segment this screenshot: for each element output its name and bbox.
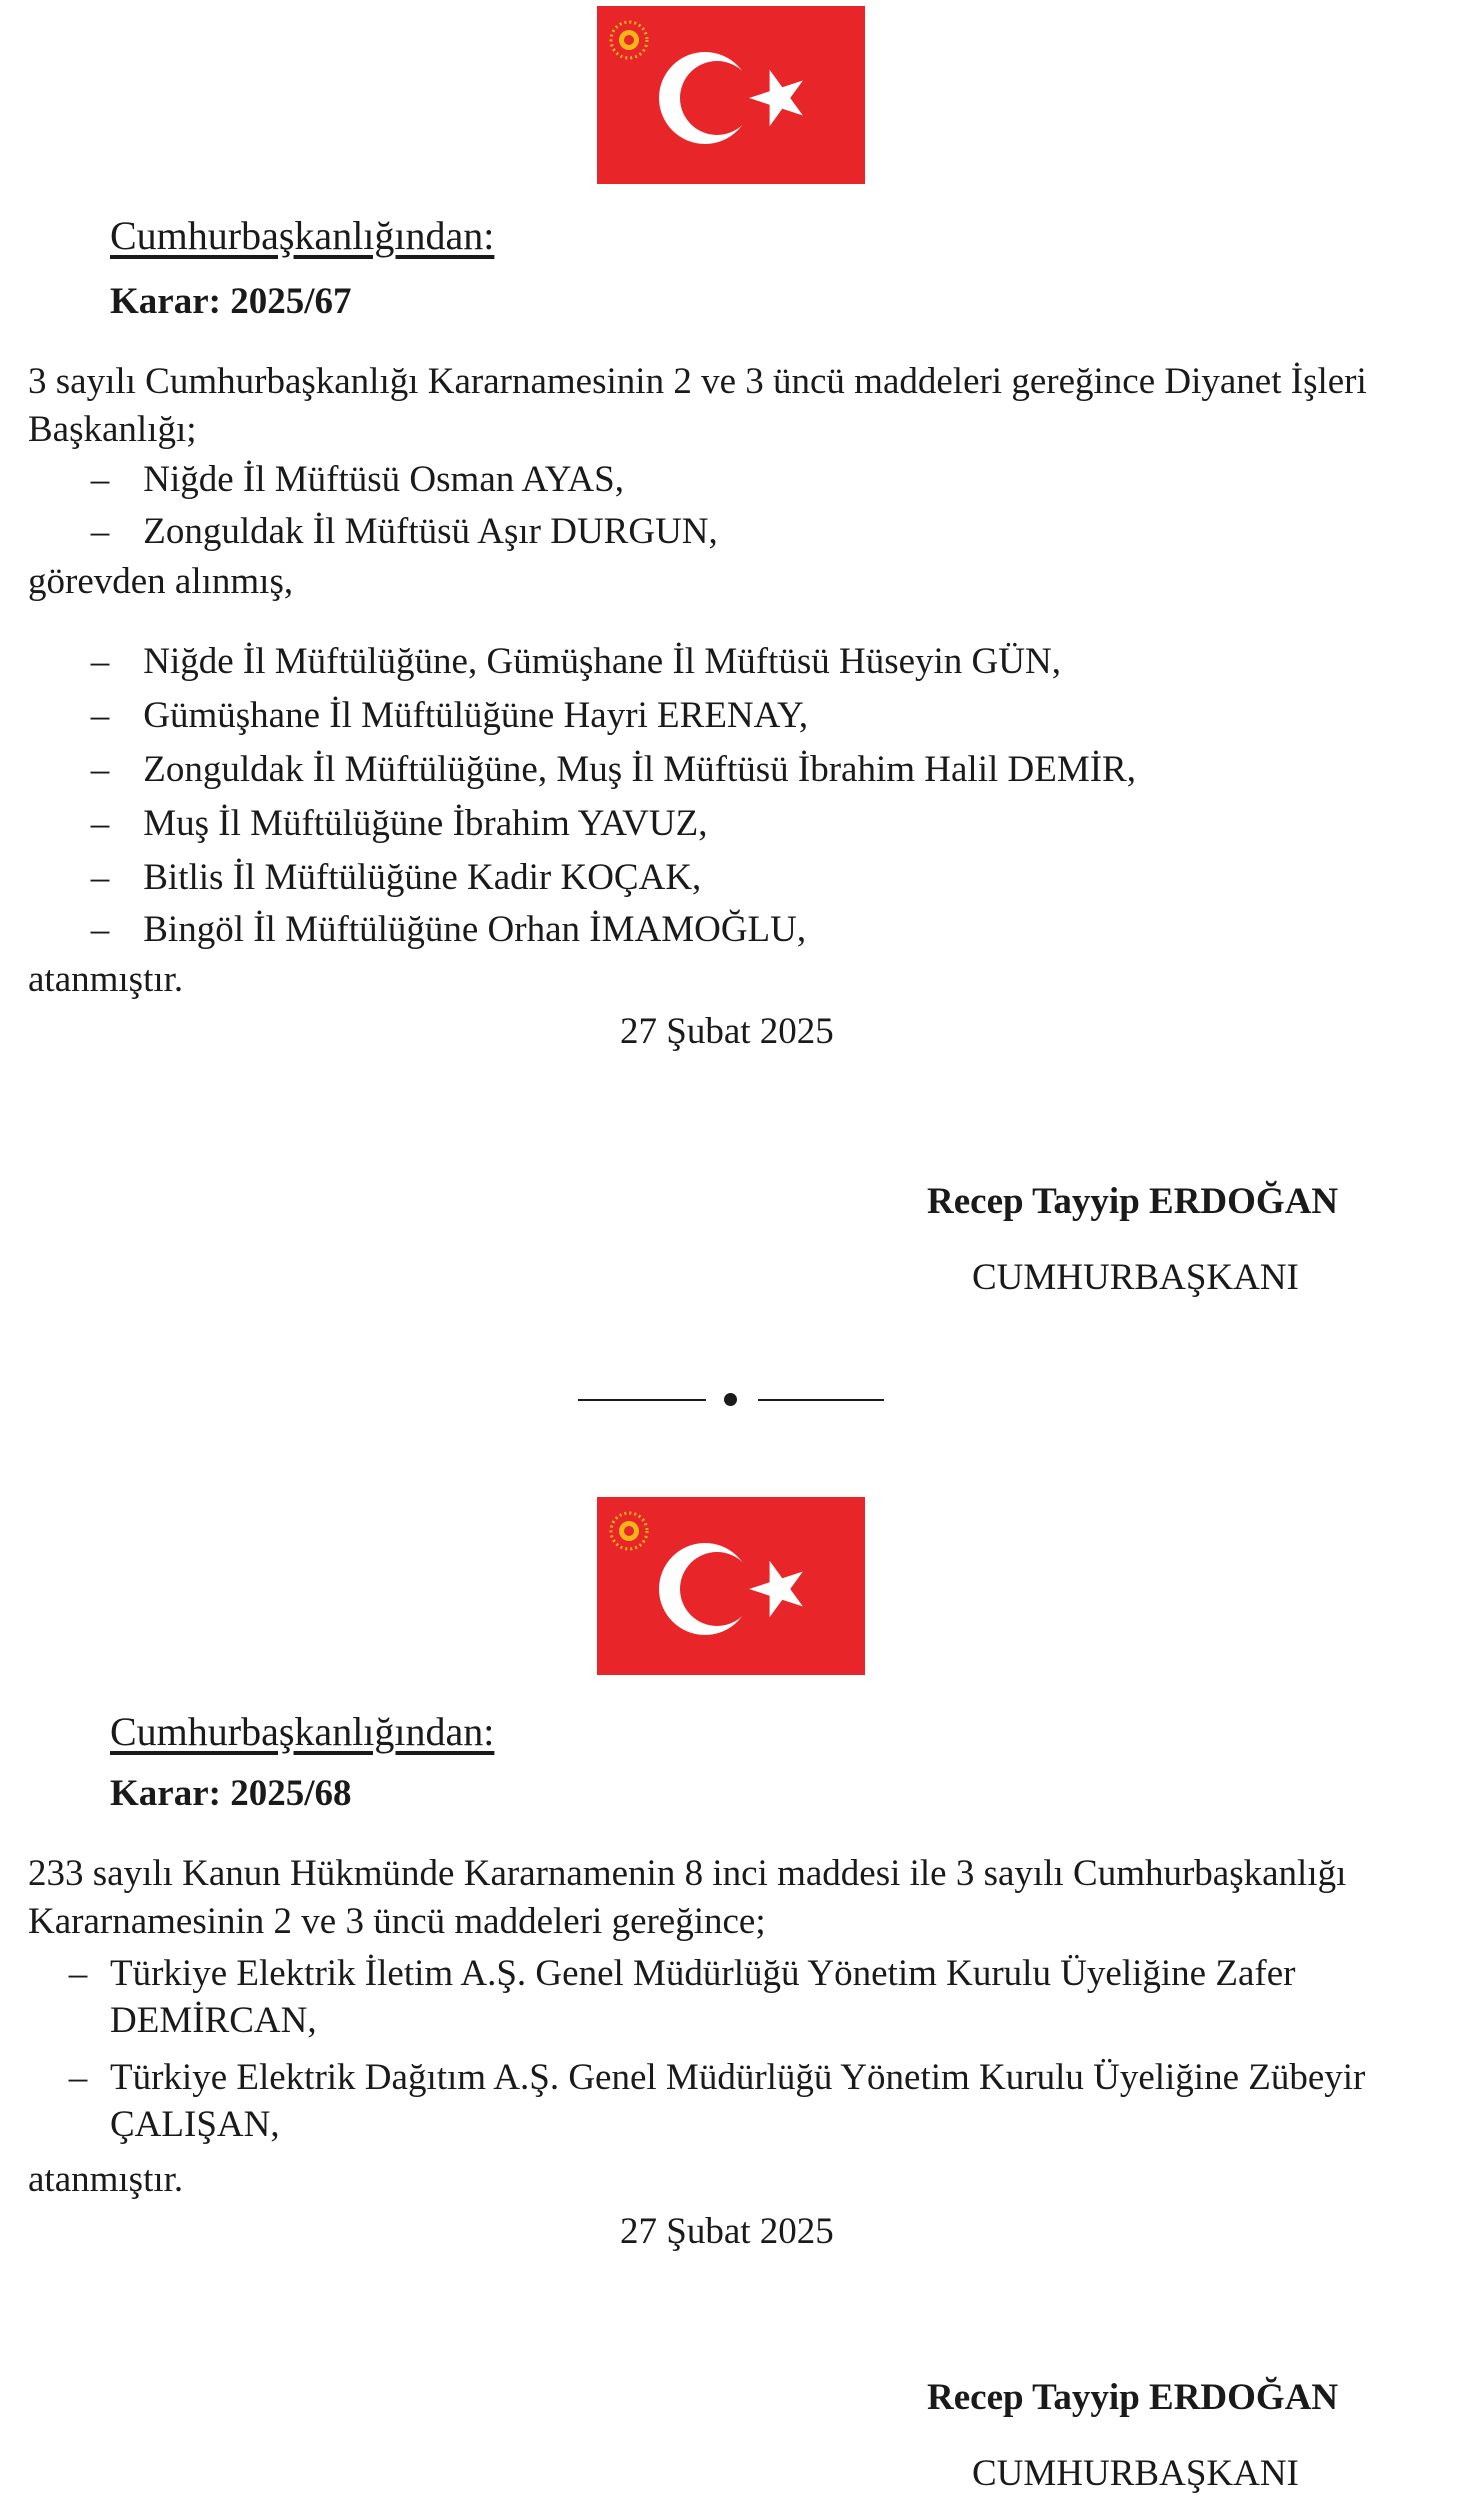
dash-bullet: – — [90, 749, 110, 790]
decree-1-dismissed-closing: görevden alınmış, — [28, 561, 294, 602]
decree-2-closing: atanmıştır. — [28, 2159, 184, 2200]
decree-1-intro-line2: Başkanlığı; — [28, 409, 197, 450]
decree-2-date: 27 Şubat 2025 — [620, 2211, 834, 2252]
dash-bullet: – — [90, 909, 110, 950]
decree-1-number: Karar: 2025/67 — [110, 281, 352, 322]
dash-bullet: – — [90, 803, 110, 844]
decree-2-appointment-item: – Türkiye Elektrik İletim A.Ş. Genel Müdürlüğü Yönetim Kurulu Üyeliğine Zafer DEMİRCAN, — [58, 1952, 1440, 2042]
decree-1-date: 27 Şubat 2025 — [620, 1011, 834, 1052]
decree-1-appointed-item: – Muş İl Müftülüğüne İbrahim YAVUZ, — [80, 802, 707, 845]
dash-bullet: – — [90, 641, 110, 682]
decree-1-signer-name: Recep Tayyip ERDOĞAN — [927, 1181, 1339, 1222]
decree-2-heading: Cumhurbaşkanlığından: — [110, 1709, 495, 1754]
separator-dot — [724, 1393, 737, 1406]
decree-1-appointed-item: – Gümüşhane İl Müftülüğüne Hayri ERENAY, — [80, 694, 808, 737]
turkish-flag-emblem — [597, 6, 865, 184]
turkish-flag-emblem — [597, 1497, 865, 1675]
decree-1-appointed-item: – Zonguldak İl Müftülüğüne, Muş İl Müftüsü İbrahim Halil DEMİR, — [80, 748, 1136, 791]
decree-1-appointed-item: – Bitlis İl Müftülüğüne Kadir KOÇAK, — [80, 856, 701, 899]
decree-2-intro-line2: Kararnamesinin 2 ve 3 üncü maddeleri gereğince; — [28, 1901, 766, 1942]
decree-1-appointed-item: – Bingöl İl Müftülüğüne Orhan İMAMOĞLU, — [80, 908, 806, 951]
separator-line-right — [758, 1399, 884, 1401]
dash-bullet: – — [90, 511, 110, 552]
decree-1-dismissed-item: – Niğde İl Müftüsü Osman AYAS, — [80, 458, 624, 501]
decree-1-closing: atanmıştır. — [28, 959, 184, 1000]
dash-bullet: – — [68, 2057, 88, 2098]
decree-1-appointed-item: – Niğde İl Müftülüğüne, Gümüşhane İl Müftüsü Hüseyin GÜN, — [80, 640, 1061, 683]
dash-bullet: – — [90, 695, 110, 736]
decree-2-appointment-item: – Türkiye Elektrik Dağıtım A.Ş. Genel Müdürlüğü Yönetim Kurulu Üyeliğine Zübeyir ÇALIŞAN, — [58, 2056, 1440, 2146]
decree-2-signer-name: Recep Tayyip ERDOĞAN — [927, 2377, 1339, 2418]
dash-bullet: – — [90, 857, 110, 898]
decree-1-dismissed-item: – Zonguldak İl Müftüsü Aşır DURGUN, — [80, 510, 718, 553]
decree-2-number: Karar: 2025/68 — [110, 1773, 352, 1814]
dash-bullet: – — [90, 459, 110, 500]
decree-1-intro-line1: 3 sayılı Cumhurbaşkanlığı Kararnamesinin 2 ve 3 üncü maddeleri gereğince Diyanet İşleri — [28, 361, 1367, 402]
decree-2-intro-line1: 233 sayılı Kanun Hükmünde Kararnamenin 8 inci maddesi ile 3 sayılı Cumhurbaşkanlığı — [28, 1853, 1347, 1894]
separator-line-left — [578, 1399, 706, 1401]
decree-2-signer-title: CUMHURBAŞKANI — [972, 2453, 1299, 2494]
decree-1-signer-title: CUMHURBAŞKANI — [972, 1257, 1299, 1298]
dash-bullet: – — [68, 1953, 88, 1994]
decree-1-heading: Cumhurbaşkanlığından: — [110, 213, 495, 258]
